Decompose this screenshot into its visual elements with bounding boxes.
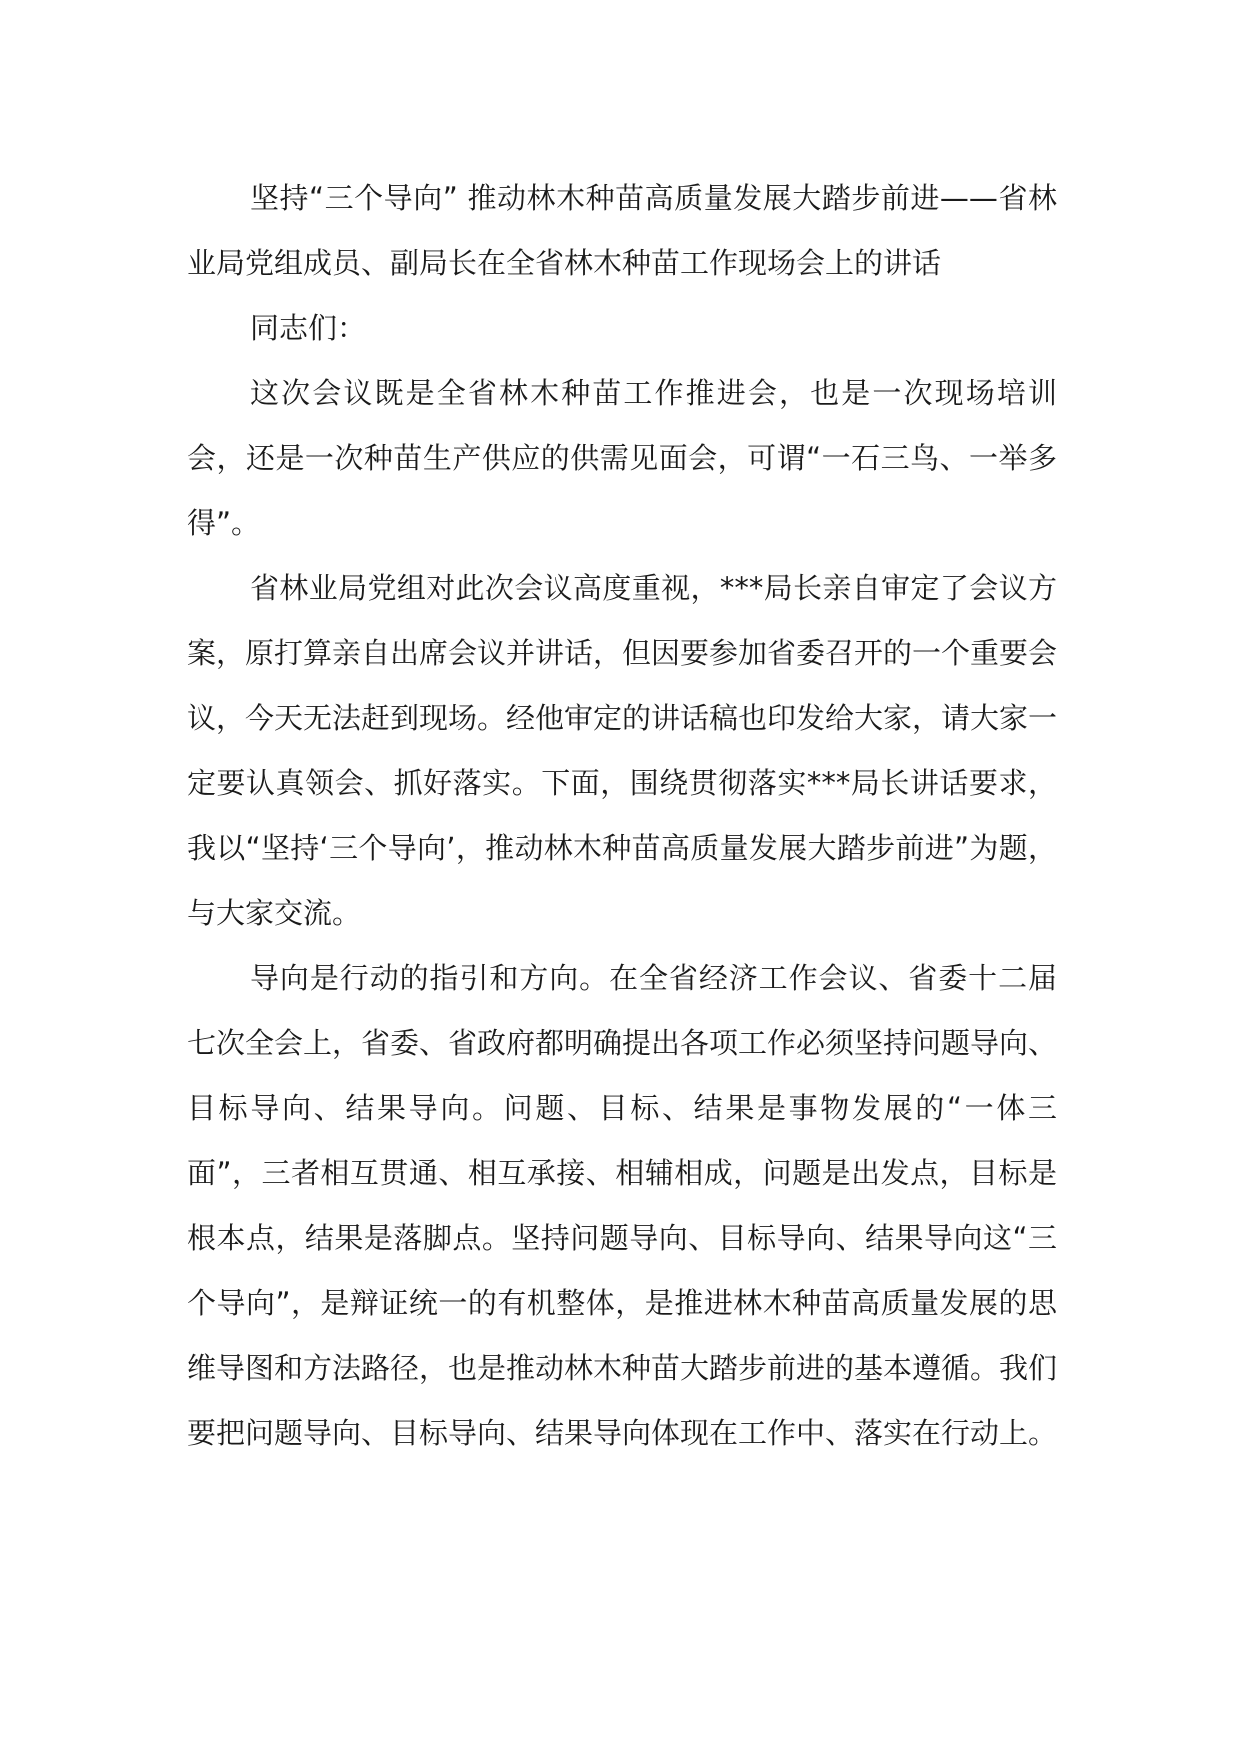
greeting: 同志们： <box>250 311 367 345</box>
paragraph-2: 省林业局党组对此次会议高度重视，***局长亲自审定了会议方案，原打算亲自出席会议并讲话，但因要参加省委召开的一个重要会议，今天无法赶到现场。经他审定的讲话稿也印发给大家，请大家一定要认真领会、抓好落实。下面，围绕贯彻落实***局长讲话要求，我以“坚持‘三个导向’，推动林木种苗高质量发展大踏步前进”为题，与大家交流。 <box>187 571 1058 930</box>
paragraph-3: 导向是行动的指引和方向。在全省经济工作会议、省委十二届七次全会上，省委、省政府都明确提出各项工作必须坚持问题导向、目标导向、结果导向。问题、目标、结果是事物发展的“一体三面”，三者相互贯通、相互承接、相辅相成，问题是出发点，目标是根本点，结果是落脚点。坚持问题导向、目标导向、结果导向这“三个导向”，是辩证统一的有机整体，是推进林木种苗高质量发展的思维导图和方法路径，也是推动林木种苗大踏步前进的基本遵循。我们要把问题导向、目标导向、结果导向体现在工作中、落实在行动上。 <box>187 961 1058 1450</box>
document-title: 坚持“三个导向” 推动林木种苗高质量发展大踏步前进——省林业局党组成员、副局长在全省林木种苗工作现场会上的讲话 <box>187 181 1057 280</box>
document-body <box>187 166 1057 1466</box>
paragraph-1: 这次会议既是全省林木种苗工作推进会，也是一次现场培训会，还是一次种苗生产供应的供需见面会，可谓“一石三鸟、一举多得”。 <box>187 376 1057 540</box>
